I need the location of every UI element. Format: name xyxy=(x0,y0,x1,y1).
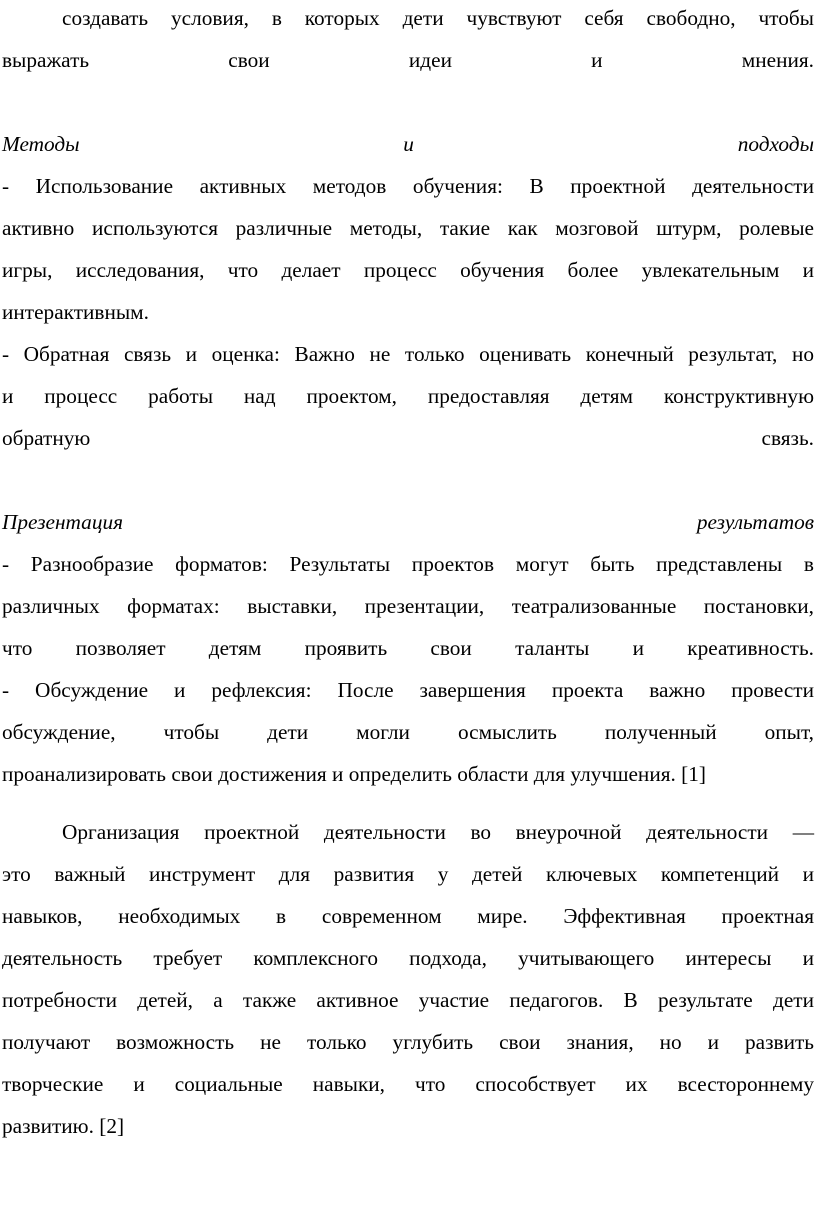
section-heading-methods: Методы и подходы xyxy=(2,132,814,156)
text-line: проанализировать свои достижения и определить области для улучшения. [1] xyxy=(2,762,707,786)
text-line: интерактивным. xyxy=(2,300,149,324)
text-line: навыков, необходимых в современном мире. Эффективная проектная xyxy=(2,904,814,928)
text-line: активно используются различные методы, такие как мозговой штурм, ролевые xyxy=(2,216,814,240)
text-line: выражать свои идеи и мнения. xyxy=(2,48,814,72)
text-line: творческие и социальные навыки, что способствует их всестороннему xyxy=(2,1072,814,1096)
text-line: обсуждение, чтобы дети могли осмыслить полученный опыт, xyxy=(2,720,814,744)
text-line: - Разнообразие форматов: Результаты проектов могут быть представлены в xyxy=(2,552,814,576)
text-line: обратную связь. xyxy=(2,426,814,450)
text-line: деятельность требует комплексного подхода, учитывающего интересы и xyxy=(2,946,814,970)
text-line: это важный инструмент для развития у детей ключевых компетенций и xyxy=(2,862,814,886)
text-line: создавать условия, в которых дети чувствуют себя свободно, чтобы xyxy=(62,6,814,30)
text-line: - Обсуждение и рефлексия: После завершения проекта важно провести xyxy=(2,678,814,702)
text-line: получают возможность не только углубить свои знания, но и развить xyxy=(2,1030,814,1054)
text-line: потребности детей, а также активное участие педагогов. В результате дети xyxy=(2,988,814,1012)
text-line: и процесс работы над проектом, предоставляя детям конструктивную xyxy=(2,384,814,408)
text-line: развитию. [2] xyxy=(2,1114,125,1138)
text-line: Организация проектной деятельности во внеурочной деятельности — xyxy=(62,820,814,844)
text-line: - Использование активных методов обучения: В проектной деятельности xyxy=(2,174,814,198)
text-line: - Обратная связь и оценка: Важно не только оценивать конечный результат, но xyxy=(2,342,814,366)
text-line: что позволяет детям проявить свои таланты и креативность. xyxy=(2,636,814,660)
text-line: различных форматах: выставки, презентации, театрализованные постановки, xyxy=(2,594,814,618)
text-line: игры, исследования, что делает процесс обучения более увлекательным и xyxy=(2,258,814,282)
section-heading-presentation: Презентация результатов xyxy=(2,510,814,534)
